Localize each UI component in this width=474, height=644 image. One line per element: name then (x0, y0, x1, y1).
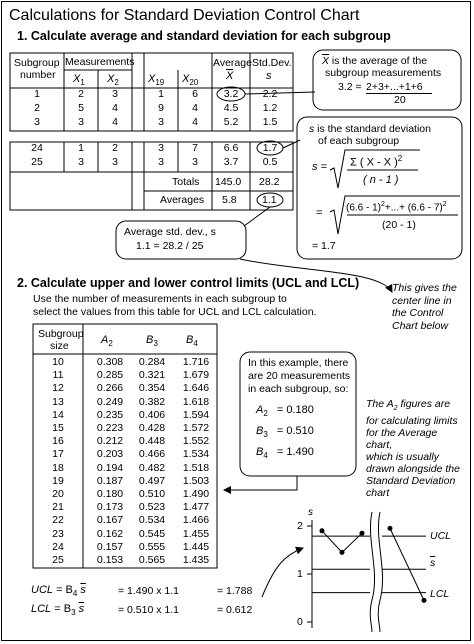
note-a2: The $A_2$ figures are for calculating limits for the Average chart, which is usually drawn alongside the Standard Deviation chart (366, 398, 460, 500)
lcl-result: = 0.612 (217, 604, 253, 616)
factor-cell: 0.167 (96, 514, 124, 527)
table-cell-x19: 3 (158, 156, 164, 168)
factor-cell: 1.716 (182, 356, 210, 368)
factor-cell: 0.448 (138, 435, 166, 448)
factor-cell: 0.266 (96, 382, 124, 395)
table-cell-s: 1.7 (262, 142, 278, 154)
factor-cell: 1.466 (182, 514, 210, 527)
example-line3: in each subgroup, so: (248, 383, 349, 395)
mini-ucl-label: UCL (430, 530, 452, 542)
factor-cell: 0.466 (138, 448, 166, 461)
factor-cell: 0.194 (96, 461, 124, 474)
callout-stddev-num2: (6.6 - 1)$^2$+...+ (6.6 - 7)$^2$ (346, 201, 447, 214)
factor-cell: 14 (52, 408, 64, 421)
table-cell-n: 25 (31, 156, 43, 168)
table-cell-s: 1.2 (262, 102, 278, 114)
factor-cell: 1.552 (182, 435, 210, 448)
ucl-result: = 1.788 (217, 585, 253, 597)
col-header-measurements: Measurements (65, 56, 135, 68)
table-cell-x20: 4 (192, 102, 198, 114)
factor-cell: 0.235 (96, 408, 124, 421)
averages-stddev: 1.1 (262, 194, 277, 206)
col-header-subgroup: Subgroup (14, 57, 60, 69)
factor-cell: 0.249 (96, 395, 124, 408)
totals-label: Totals (172, 176, 200, 188)
table-cell-n: 3 (34, 116, 40, 128)
factor-cell: 0.565 (138, 554, 166, 566)
factor-cell: 0.162 (96, 527, 124, 540)
lcl-formula: LCL = $B_3$ $\overline{s}$ (31, 603, 85, 618)
factor-cell: 23 (52, 527, 64, 540)
col-header-x1: $X_1$ (73, 73, 85, 88)
factor-cell: 10 (52, 356, 64, 368)
factor-cell: 1.679 (182, 369, 210, 382)
step2-desc-line1: Use the number of measurements in each subgroup to (33, 293, 287, 305)
factor-cell: 17 (52, 448, 64, 461)
table-cell-x2: 4 (112, 102, 118, 114)
table-cell-n: 1 (34, 88, 40, 100)
step1-heading: 1. Calculate average and standard deviation for each subgroup (17, 29, 391, 43)
page-title: Calculations for Standard Deviation Control Chart (9, 7, 360, 24)
table-cell-x20: 4 (192, 116, 198, 128)
factor-cell: 11 (52, 369, 64, 382)
totals-stddev: 28.2 (259, 176, 280, 188)
factor-cell: 0.180 (96, 488, 124, 500)
factor-cell: 1.594 (182, 408, 210, 421)
totals-average: 145.0 (215, 176, 242, 188)
col-header-xbar: $\overline{X}$ (226, 70, 234, 82)
table-cell-x19: 3 (158, 142, 164, 154)
factor-cell: 0.153 (96, 554, 124, 566)
factor-cell: 0.308 (96, 356, 124, 368)
table-cell-x19: 1 (158, 88, 164, 100)
factor-cell: 0.523 (138, 501, 166, 514)
factor-cell: 16 (52, 435, 64, 448)
callout-sbar-line1: Average std. dev., s (124, 226, 216, 238)
callout-average-line2: subgroup measurements (325, 67, 442, 79)
factor-cell: 0.212 (96, 435, 124, 448)
table-cell-x2: 4 (112, 116, 118, 128)
factor-cell: 0.187 (96, 474, 124, 487)
factor-header-size1: Subgroup (38, 328, 84, 340)
mini-axis-label: s (308, 507, 313, 518)
factor-cell: 1.646 (182, 382, 210, 395)
factor-cell: 1.477 (182, 501, 210, 514)
callout-stddev-eq2: = (316, 207, 323, 219)
mini-lcl-label: LCL (430, 588, 450, 600)
factor-cell: 13 (52, 395, 64, 408)
ucl-calc: = 1.490 x 1.1 (118, 585, 180, 597)
factor-cell: 1.503 (182, 474, 210, 487)
factor-cell: 1.445 (182, 540, 210, 553)
averages-label: Averages (160, 194, 205, 206)
table-cell-x2: 2 (112, 142, 118, 154)
factor-cell: 24 (52, 540, 64, 553)
callout-sbar-line2: 1.1 = 28.2 / 25 (136, 240, 204, 252)
factor-cell: 25 (52, 554, 64, 566)
mini-tick-1: 1 (297, 568, 303, 580)
factor-cell: 1.572 (182, 422, 210, 434)
factor-cell: 0.157 (96, 540, 124, 553)
table-cell-s: 0.5 (262, 156, 278, 168)
factor-cell: 20 (52, 488, 64, 500)
callout-stddev-frac-den: ( n - 1 ) (363, 174, 399, 186)
factor-cell: 18 (52, 461, 64, 474)
col-header-x2: $X_2$ (107, 73, 119, 88)
ucl-formula: UCL = $B_4$ $\overline{s}$ (31, 584, 86, 599)
example-line1: In this example, there (248, 357, 349, 369)
col-header-number: number (20, 69, 56, 81)
factor-cell: 1.518 (182, 461, 210, 474)
table-cell-avg: 5.2 (223, 116, 239, 128)
col-header-x19: $X_{19}$ (148, 73, 165, 88)
example-b4: $B_4 = 1.490$ (256, 446, 314, 461)
factor-cell: 0.497 (138, 474, 166, 487)
example-a2: $A_2 = 0.180$ (256, 404, 314, 419)
col-header-average: Average (213, 57, 252, 69)
factor-cell: 1.618 (182, 395, 210, 408)
factor-cell: 0.354 (138, 382, 166, 395)
example-line2: are 20 measurements (248, 370, 351, 382)
factor-cell: 19 (52, 474, 64, 487)
mini-tick-0: 0 (297, 616, 303, 628)
factor-header-a2: $A_2$ (101, 334, 113, 349)
factor-cell: 21 (52, 501, 64, 514)
factor-cell: 1.455 (182, 527, 210, 540)
table-cell-s: 1.5 (262, 116, 278, 128)
factor-cell: 0.482 (138, 461, 166, 474)
table-cell-x1: 1 (78, 142, 84, 154)
note-center-line: This gives the center line in the Control Chart below (392, 282, 457, 332)
lcl-calc: = 0.510 x 1.1 (118, 604, 180, 616)
table-cell-avg: 3.7 (223, 156, 239, 168)
table-cell-x1: 3 (78, 156, 84, 168)
factor-cell: 0.555 (138, 540, 166, 553)
factor-cell: 22 (52, 514, 64, 527)
factor-cell: 0.321 (138, 369, 166, 382)
factor-cell: 0.406 (138, 408, 166, 421)
factor-cell: 0.428 (138, 422, 166, 434)
callout-average-eq-den: 20 (394, 94, 406, 106)
table-cell-x20: 3 (192, 156, 198, 168)
factor-cell: 1.534 (182, 448, 210, 461)
factor-cell: 0.510 (138, 488, 166, 500)
col-header-x20: $X_{20}$ (182, 73, 199, 88)
step2-heading: 2. Calculate upper and lower control limits (UCL and LCL) (17, 276, 360, 290)
table-cell-x1: 3 (78, 116, 84, 128)
factor-header-size2: size (50, 340, 69, 352)
factor-header-b3: $B_3$ (146, 334, 158, 349)
table-cell-x2: 3 (112, 156, 118, 168)
table-cell-x1: 5 (78, 102, 84, 114)
col-header-stddev: Std.Dev. (252, 57, 292, 69)
factor-cell: 12 (52, 382, 64, 395)
callout-stddev-line1: s is the standard deviation (309, 123, 431, 135)
table-cell-x1: 2 (78, 88, 84, 100)
factor-cell: 0.534 (138, 514, 166, 527)
table-cell-n: 2 (34, 102, 40, 114)
callout-average-line1: $\overline{X}$ is the average of the (322, 55, 428, 67)
col-header-s: s (266, 70, 272, 82)
callout-average-eq-num: 2+3+...+1+6 (366, 81, 423, 93)
callout-average-eq-lhs: 3.2 = (338, 81, 362, 93)
averages-average: 5.8 (222, 194, 237, 206)
mini-tick-2: 2 (297, 520, 303, 532)
table-cell-x2: 3 (112, 88, 118, 100)
table-cell-avg: 4.5 (223, 102, 239, 114)
mini-center-label: $\overline{s}$ (430, 557, 436, 569)
callout-stddev-s-eq: s = (312, 161, 327, 173)
table-cell-avg: 3.2 (223, 88, 239, 100)
table-cell-x19: 9 (158, 102, 164, 114)
callout-stddev-frac-num: Σ ( X - X )$^2$ (350, 154, 403, 169)
step2-desc-line2: select the values from this table for UCL and LCL calculation. (33, 306, 317, 318)
callout-stddev-result: = 1.7 (312, 240, 336, 252)
table-cell-x20: 7 (192, 142, 198, 154)
factor-cell: 0.285 (96, 369, 124, 382)
factor-cell: 0.545 (138, 527, 166, 540)
factor-cell: 0.203 (96, 448, 124, 461)
table-cell-s: 2.2 (262, 88, 278, 100)
factor-cell: 0.284 (138, 356, 166, 368)
factor-header-b4: $B_4$ (186, 334, 198, 349)
table-cell-avg: 6.6 (223, 142, 239, 154)
factor-cell: 1.490 (182, 488, 210, 500)
table-cell-x20: 6 (192, 88, 198, 100)
factor-cell: 1.435 (182, 554, 210, 566)
callout-stddev-den2: (20 - 1) (382, 219, 416, 231)
factor-cell: 0.173 (96, 501, 124, 514)
factor-cell: 0.382 (138, 395, 166, 408)
table-cell-n: 24 (31, 142, 43, 154)
example-b3: $B_3 = 0.510$ (256, 425, 314, 440)
factor-cell: 0.223 (96, 422, 124, 434)
factor-cell: 15 (52, 422, 64, 434)
table-cell-x19: 3 (158, 116, 164, 128)
callout-stddev-line2: of each subgroup (318, 135, 400, 147)
